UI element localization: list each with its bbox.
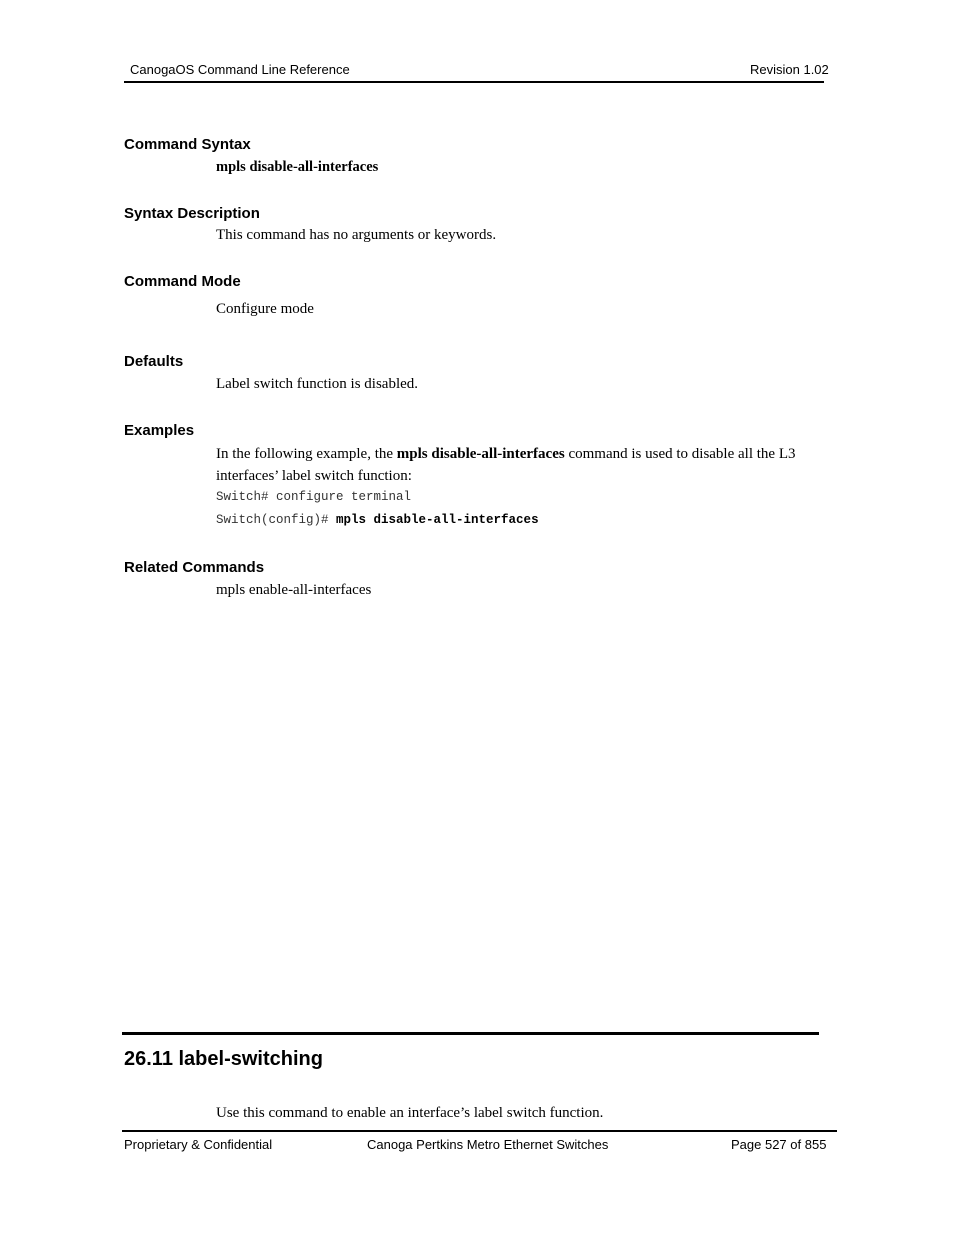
section-divider: [122, 1032, 819, 1035]
example-code-prompt: Switch(config)#: [216, 513, 337, 527]
examples-heading: Examples: [124, 422, 195, 439]
defaults-text: Label switch function is disabled.: [216, 376, 419, 392]
footer-left: Proprietary & Confidential: [124, 1137, 273, 1152]
related-commands-heading: Related Commands: [124, 559, 265, 576]
example-code-command: mpls disable-all-interfaces: [336, 513, 539, 527]
command-syntax-text: mpls disable-all-interfaces: [216, 159, 379, 175]
examples-intro: [216, 443, 826, 487]
examples-intro-start: In the following example, the: [216, 446, 397, 462]
header-document-title: CanogaOS Command Line Reference: [130, 62, 350, 77]
footer-center: Canoga Pertkins Metro Ethernet Switches: [367, 1137, 609, 1152]
command-mode-heading: Command Mode: [124, 273, 241, 290]
related-commands-text: mpls enable-all-interfaces: [216, 582, 372, 598]
footer-page-number: Page 527 of 855: [731, 1137, 827, 1152]
section-title: 26.11 label-switching: [124, 1048, 323, 1070]
example-code-line-2: [216, 513, 539, 527]
command-mode-text: Configure mode: [216, 301, 314, 317]
section-intro-text: Use this command to enable an interface’s label switch function.: [216, 1105, 604, 1121]
defaults-heading: Defaults: [124, 353, 184, 370]
example-code-line-1: Switch# configure terminal: [216, 490, 412, 504]
header-divider: [124, 81, 824, 83]
examples-intro-command: mpls disable-all-interfaces: [396, 446, 565, 462]
command-syntax-heading: Command Syntax: [124, 136, 251, 153]
footer-divider: [122, 1130, 837, 1132]
header-revision: Revision 1.02: [750, 62, 829, 77]
syntax-description-text: This command has no arguments or keywords.: [216, 227, 497, 243]
syntax-description-heading: Syntax Description: [124, 205, 260, 222]
examples-intro-end: command is used to disable all the L3 interfaces’ label switch function:: [216, 446, 796, 484]
